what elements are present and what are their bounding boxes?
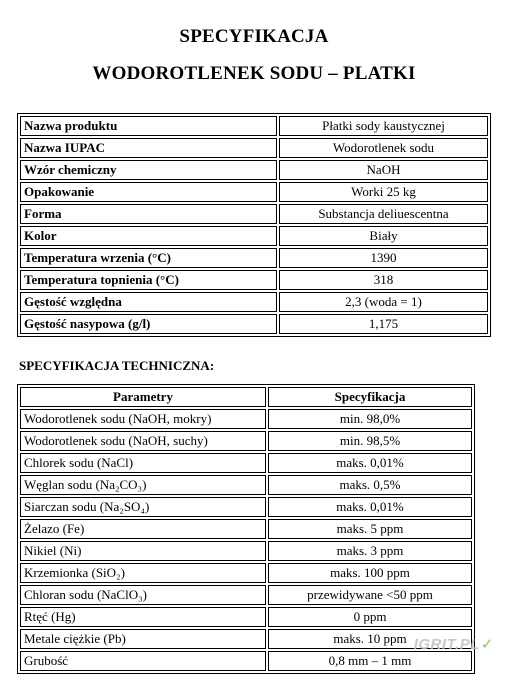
product-value: Substancja deliuescentna [279, 204, 488, 224]
column-header-spec: Specyfikacja [268, 387, 472, 407]
tech-spec-heading: SPECYFIKACJA TECHNICZNA: [19, 358, 215, 373]
product-label: Temperatura wrzenia (°C) [20, 248, 277, 268]
watermark-text: IGRIT.PL [413, 636, 480, 653]
table-row [20, 116, 488, 136]
param-value: przewidywane <50 ppm [268, 585, 472, 605]
tech-spec-table [17, 384, 475, 674]
param-value: 0 ppm [268, 607, 472, 627]
product-label: Nazwa produktu [20, 116, 277, 136]
table-row [20, 475, 472, 495]
table-row [20, 453, 472, 473]
param-label: Rtęć (Hg) [20, 607, 266, 627]
product-label: Temperatura topnienia (°C) [20, 270, 277, 290]
param-value: maks. 5 ppm [268, 519, 472, 539]
table-row [20, 204, 488, 224]
param-label: Chlorek sodu (NaCl) [20, 453, 266, 473]
product-value: Płatki sody kaustycznej [279, 116, 488, 136]
table-row [20, 314, 488, 334]
table-row [20, 182, 488, 202]
param-value: maks. 100 ppm [268, 563, 472, 583]
param-value: maks. 0,01% [268, 453, 472, 473]
product-value: 1390 [279, 248, 488, 268]
product-label: Wzór chemiczny [20, 160, 277, 180]
product-value: 318 [279, 270, 488, 290]
param-label: Nikiel (Ni) [20, 541, 266, 561]
table-row [20, 497, 472, 517]
checkmark-icon: ✓ [480, 636, 494, 653]
param-label: Krzemionka (SiO₂) [20, 563, 266, 583]
param-label: Wodorotlenek sodu (NaOH, mokry) [20, 409, 266, 429]
product-value: 1,175 [279, 314, 488, 334]
table-row [20, 519, 472, 539]
table-row [20, 138, 488, 158]
table-row [20, 270, 488, 290]
param-label: Grubość [20, 651, 266, 671]
table-header-row [20, 387, 472, 407]
table-row [20, 409, 472, 429]
watermark-logo [414, 635, 494, 653]
product-label: Opakowanie [20, 182, 277, 202]
product-label: Gęstość względna [20, 292, 277, 312]
table-row [20, 160, 488, 180]
param-label: Metale ciężkie (Pb) [20, 629, 266, 649]
product-label: Nazwa IUPAC [20, 138, 277, 158]
product-label: Forma [20, 204, 277, 224]
param-value: maks. 0,01% [268, 497, 472, 517]
product-value: Worki 25 kg [279, 182, 488, 202]
param-value: maks. 10 ppm [268, 629, 472, 649]
param-label: Siarczan sodu (Na₂SO₄) [20, 497, 266, 517]
param-value: maks. 3 ppm [268, 541, 472, 561]
param-label: Wodorotlenek sodu (NaOH, suchy) [20, 431, 266, 451]
product-value: NaOH [279, 160, 488, 180]
product-info-table [17, 113, 491, 337]
product-value: 2,3 (woda = 1) [279, 292, 488, 312]
page-title: SPECYFIKACJA [179, 26, 329, 47]
table-row [20, 629, 472, 649]
product-value: Biały [279, 226, 488, 246]
param-label: Żelazo (Fe) [20, 519, 266, 539]
param-label: Węglan sodu (Na₂CO₃) [20, 475, 266, 495]
product-label: Gęstość nasypowa (g/l) [20, 314, 277, 334]
param-value: min. 98,0% [268, 409, 472, 429]
product-value: Wodorotlenek sodu [279, 138, 488, 158]
param-value: maks. 0,5% [268, 475, 472, 495]
product-label: Kolor [20, 226, 277, 246]
table-row [20, 226, 488, 246]
table-row [20, 541, 472, 561]
param-value: 0,8 mm – 1 mm [268, 651, 472, 671]
table-row [20, 651, 472, 671]
table-row [20, 292, 488, 312]
table-row [20, 248, 488, 268]
page-subtitle: WODOROTLENEK SODU – PLATKI [92, 63, 416, 84]
table-row [20, 607, 472, 627]
param-value: min. 98,5% [268, 431, 472, 451]
column-header-param: Parametry [20, 387, 266, 407]
param-label: Chloran sodu (NaClO₃) [20, 585, 266, 605]
table-row [20, 585, 472, 605]
table-row [20, 431, 472, 451]
table-row [20, 563, 472, 583]
